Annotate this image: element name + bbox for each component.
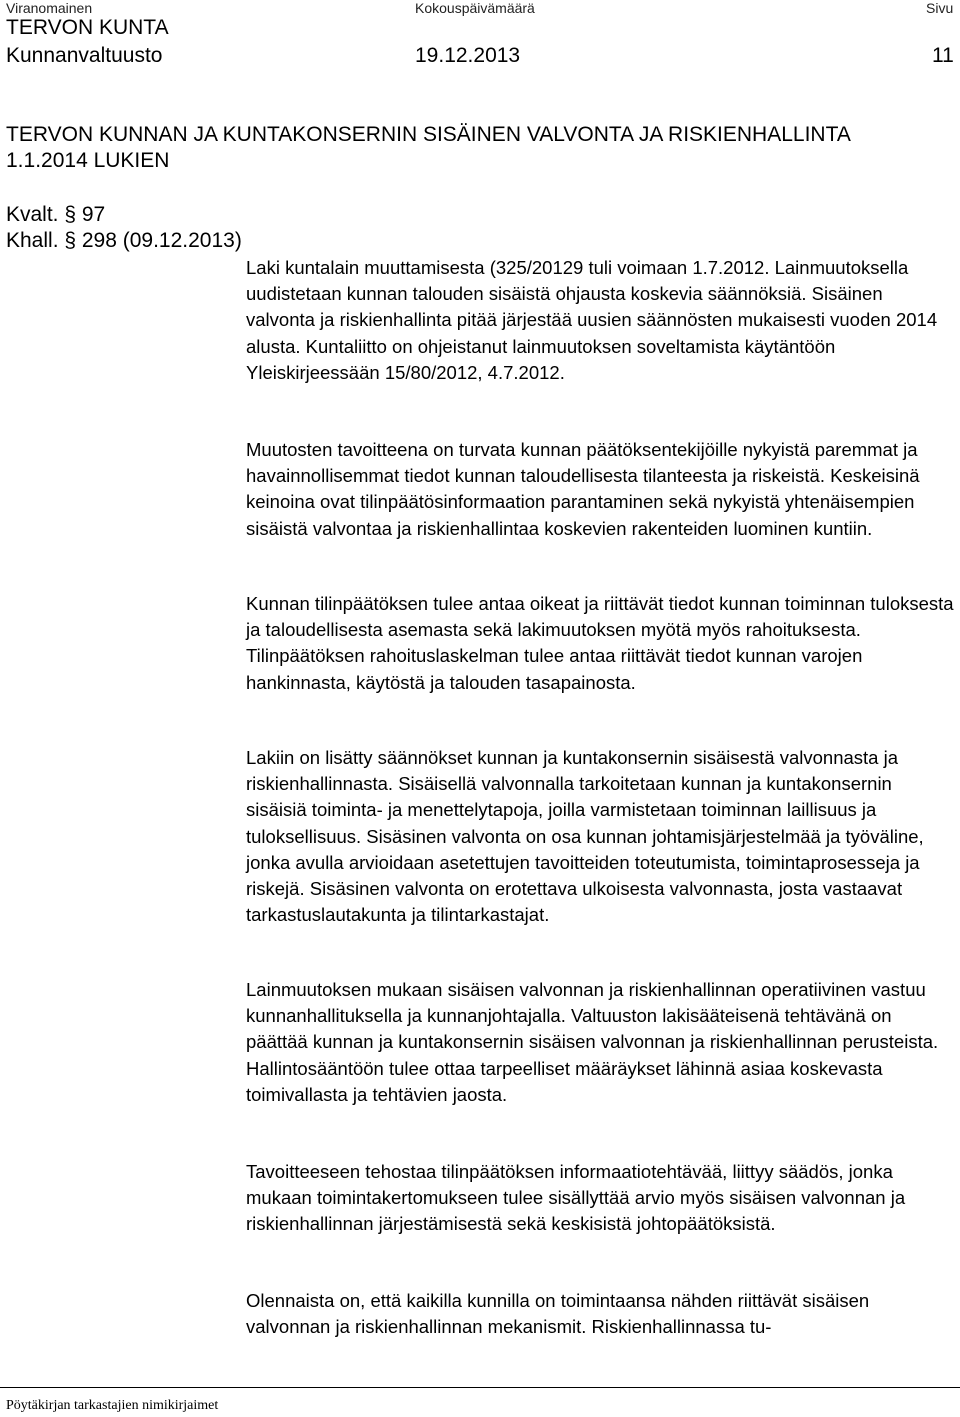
header-label-authority: Viranomainen xyxy=(6,0,93,16)
paragraph-5: Lainmuutoksen mukaan sisäisen valvonnan ja riskienhallinnan operatiivinen vastuu kunnanhallituksella ja kunnanjohtajalla. Valtuuston lakisääteisenä tehtävänä on päättää kunnan ja kuntakonsernin sisäisen valvonnan ja riskienhallinnan perusteista. Hallintosääntöön tulee ottaa tarpeelliset määräykset lähinnä asiaa koskevasta toimivallasta ja tehtävien jaosta. xyxy=(246,979,939,1105)
paragraph-2: Muutosten tavoitteena on turvata kunnan päätöksentekijöille nykyistä paremmat ja havainnollisemmat tiedot kunnan taloudellisesta tilanteesta ja riskeistä. Keskeisinä keinoina ovat tilinpäätösinformaation parantaminen sekä nykyistä yhtenäisempien sisäistä valvontaa ja riskienhallintaa koskevien rakenteiden luominen kuntiin. xyxy=(246,439,920,539)
paragraph-4: Lakiin on lisätty säännökset kunnan ja kuntakonsernin sisäisestä valvonnasta ja riskienhallinnasta. Sisäisellä valvonnalla tarkoitetaan kunnan ja kuntakonsernin sisäisiä toiminta- ja menettelytapoja, joilla varmistetaan toiminnan laillisuus ja tuloksellisuus. Sisäsinen valvonta on osa kunnan johtamisjärjestelmää ja työväline, jonka avulla arvioidaan asetettujen tavoitteiden toteutumista, toimintaprosesseja ja riskejä. Sisäsinen valvonta on erotettava ulkoisesta valvonnasta, josta vastaavat tarkastuslautakunta ja tilintarkastajat. xyxy=(246,747,924,926)
title-line-1: TERVON KUNNAN JA KUNTAKONSERNIN SISÄINEN VALVONTA JA RISKIENHALLINTA xyxy=(6,123,851,146)
paragraph-3: Kunnan tilinpäätöksen tulee antaa oikeat ja riittävät tiedot kunnan toiminnan tuloksesta ja taloudellisesta asemasta sekä lakimuutoksen myötä myös rahoituksesta. Tilinpäätöksen rahoituslaskelman tulee antaa riittävät tiedot kunnan varojen hankinnasta, käytöstä ja talouden tasapainosta. xyxy=(246,593,954,693)
header-label-meeting-date: Kokouspäivämäärä xyxy=(415,0,535,16)
header-body: Kunnanvaltuusto xyxy=(6,44,163,67)
paragraph-7: Olennaista on, että kaikilla kunnilla on toimintaansa nähden riittävät sisäisen valvonnan ja riskienhallinnan mekanismit. Riskienhallinnassa tu- xyxy=(246,1290,870,1338)
board-reference: Khall. § 298 (09.12.2013) xyxy=(6,229,242,252)
council-reference: Kvalt. § 97 xyxy=(6,203,106,226)
header-page-number: 11 xyxy=(932,44,954,67)
paragraph-1: Laki kuntalain muuttamisesta (325/20129 tuli voimaan 1.7.2012. Lainmuutoksella uudistetaan kunnan talouden sisäistä ohjausta koskevia säännöksiä. Sisäinen valvonta ja riskienhallinta pitää järjestää uusien säännösten mukaisesti vuoden 2014 alusta. Kuntaliitto on ohjeistanut lainmuutoksen soveltamista käytäntöön Yleiskirjeessään 15/80/2012, 4.7.2012. xyxy=(246,257,938,383)
title-line-2: 1.1.2014 LUKIEN xyxy=(6,149,170,172)
footer-initials-label: Pöytäkirjan tarkastajien nimikirjaimet xyxy=(6,1398,219,1413)
document-title xyxy=(6,122,946,174)
header-label-page: Sivu xyxy=(926,0,954,16)
header-organization: TERVON KUNTA xyxy=(6,16,169,39)
paragraph-6: Tavoitteeseen tehostaa tilinpäätöksen informaatiotehtävää, liittyy säädös, jonka mukaan toimintakertomukseen tulee sisällyttää arvio myös sisäisen valvonnan ja riskienhallinnan järjestämisestä sekä keskisistä johtopäätöksistä. xyxy=(246,1161,906,1235)
header-date: 19.12.2013 xyxy=(415,44,521,67)
footer-divider xyxy=(0,1387,960,1388)
